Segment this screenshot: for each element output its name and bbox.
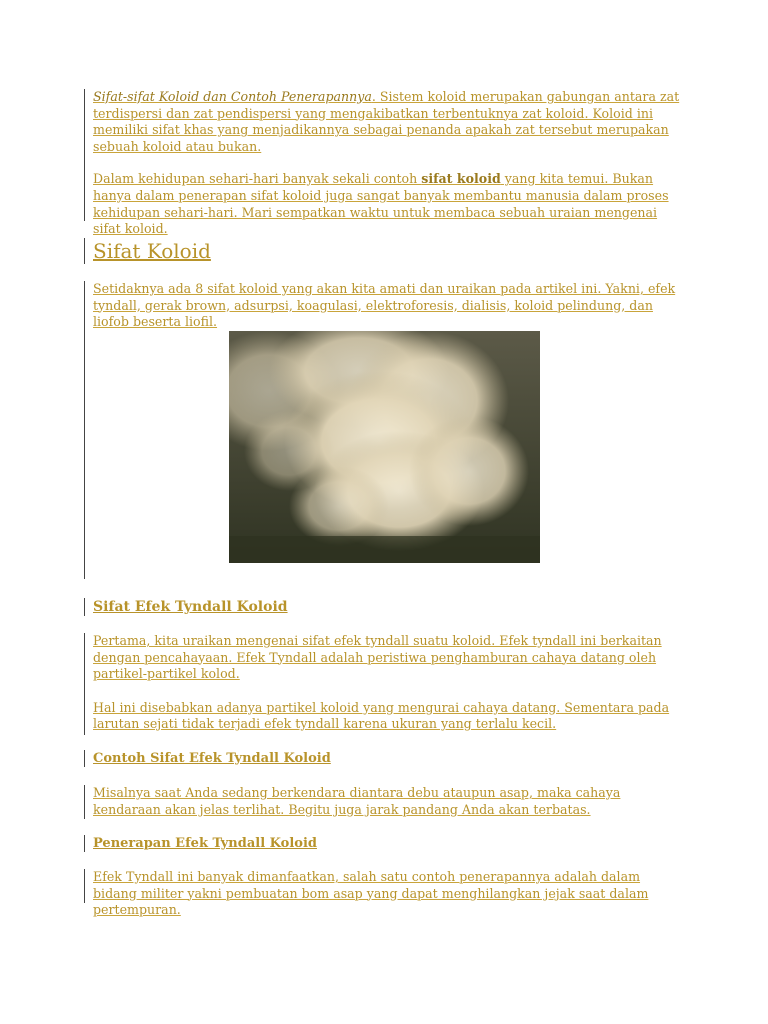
smoke-image [229, 331, 540, 563]
section2-paragraph-2[interactable]: Hal ini disebabkan adanya partikel koloid yang mengurai cahaya datang. Sementara pada larutan sejati tidak terjadi efek tyndall karena ukuran yang terlalu kecil. [93, 699, 670, 732]
intro-block [84, 89, 684, 237]
section2-body-block [84, 633, 684, 735]
section3-heading-block [84, 750, 684, 767]
section3-title[interactable]: Contoh Sifat Efek Tyndall Koloid [93, 751, 331, 766]
section1-heading-block [84, 238, 684, 264]
smoke-illustration [229, 331, 540, 563]
intro-p2-text-b: yang kita temui. Bukan hanya dalam penerapan sifat koloid juga sangat banyak membantu manusia dalam proses kehidupan sehari-hari. Mari sempatkan waktu untuk membaca sebuah uraian mengenai sifat koloid. [93, 171, 669, 237]
section4-heading-block [84, 835, 684, 852]
section4-paragraph[interactable]: Efek Tyndall ini banyak dimanfaatkan, salah satu contoh penerapannya adalah dalam bidang militer yakni pembuatan bom asap yang dapat menghilangkan jejak saat dalam pertempuran. [93, 869, 649, 918]
intro-p2-bold[interactable]: sifat koloid [421, 171, 501, 187]
intro-lead-title[interactable]: Sifat-sifat Koloid dan Contoh Penerapannya [93, 89, 372, 104]
section4-body-block [84, 869, 684, 918]
intro-p2-text-a: Dalam kehidupan sehari-hari banyak sekali contoh [93, 171, 422, 187]
intro-paragraph-2[interactable] [93, 171, 684, 237]
intro-lead-text: . Sistem koloid merupakan gabungan antara zat terdispersi dan zat pendispersi yang mengakibatkan terbentuknya zat koloid. Koloid ini memiliki sifat khas yang menjadikannya sebagai penanda apakah zat tersebut merupakan sebuah koloid atau bukan. [93, 89, 680, 154]
section3-body-block [84, 785, 684, 819]
section4-title[interactable]: Penerapan Efek Tyndall Koloid [93, 836, 317, 851]
intro-paragraph[interactable] [93, 89, 684, 155]
section1-title[interactable]: Sifat Koloid [93, 239, 211, 263]
section2-paragraph-1[interactable]: Pertama, kita uraikan mengenai sifat efek tyndall suatu koloid. Efek tyndall ini berkaitan dengan pencahayaan. Efek Tyndall adalah peristiwa penghamburan cahaya datang oleh partikel-partikel kolod. [93, 633, 662, 682]
section2-heading-block [84, 598, 684, 616]
section1-paragraph[interactable]: Setidaknya ada 8 sifat koloid yang akan kita amati dan uraikan pada artikel ini. Yakni, efek tyndall, gerak brown, adsurpsi, koagulasi, elektroforesis, dialisis, koloid pelindung, dan liofob beserta liofil. [93, 281, 676, 330]
section2-title[interactable]: Sifat Efek Tyndall Koloid [93, 599, 288, 615]
section3-paragraph[interactable]: Misalnya saat Anda sedang berkendara diantara debu ataupun asap, maka cahaya kendaraan akan jelas terlihat. Begitu juga jarak pandang Anda akan terbatas. [93, 785, 621, 817]
